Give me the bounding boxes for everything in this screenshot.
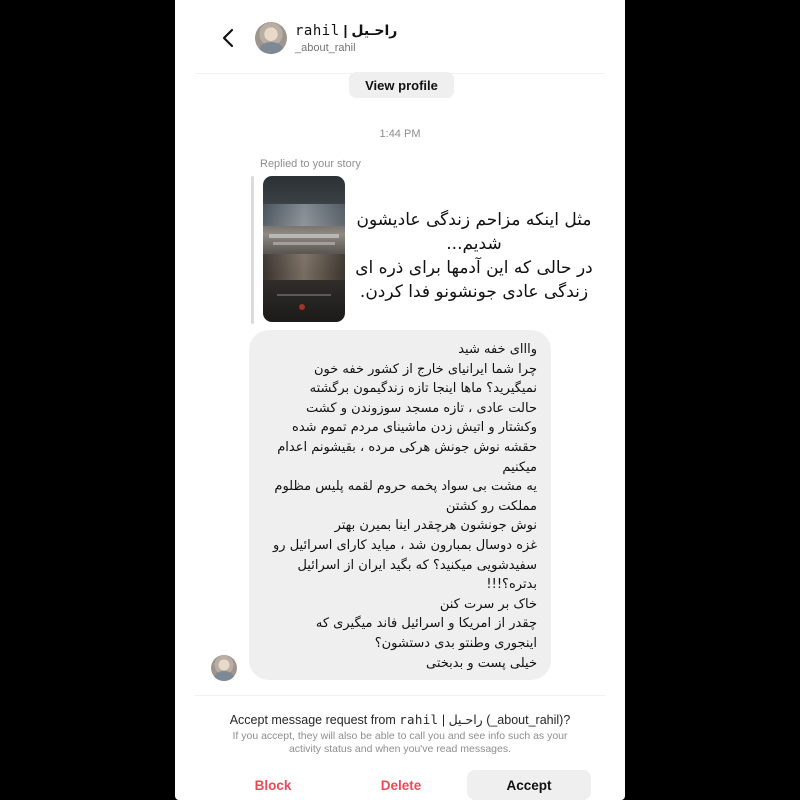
message-line: حالت عادی ، تازه مسجد سوزوندن و کشت [306,400,537,416]
story-caption-line: مثل اینکه مزاحم زندگی عادیشون [356,210,592,230]
request-title-prefix: Accept message request from [229,713,400,727]
message-line: سفیدشویی میکنید؟ که بگید ایران از اسرائیل [297,557,537,573]
message-bubble[interactable] [249,330,551,680]
story-caption [351,208,597,304]
request-title-name-latin: rahil [399,712,439,727]
avatar[interactable] [255,22,287,54]
message-request-title [175,712,625,727]
chevron-left-icon [215,24,243,52]
message-request-info: If you accept, they will also be able to call you and see info such as your activity status and when you've read messages. [232,730,568,755]
message-line: چقدر از امریکا و اسرائیل فاند میگیری که [315,616,537,632]
block-button[interactable]: Block [235,770,311,800]
message-line: اینجوری وطنتو بدی دستشون؟ [374,635,537,651]
footer-divider [195,695,605,696]
message-timestamp: 1:44 PM [379,128,421,140]
message-line: نمیگیرید؟ ماها اینجا تازه زندگیمون برگشته [309,381,537,397]
sender-avatar[interactable] [211,655,237,681]
message-line: مملکت رو کشتن [445,498,537,514]
message-line: میکنیم [502,459,537,475]
replied-to-story-label: Replied to your story [260,158,361,170]
accept-button[interactable]: Accept [467,770,591,800]
message-line: بدتره؟!!! [486,577,537,593]
reply-indicator-bar [251,176,254,324]
request-title-name-rest: | راحـیل (_about_rahil)? [438,713,571,727]
display-name-persian: راحـیل [351,22,398,38]
username: _about_rahil [295,42,356,54]
chat-header [175,0,625,74]
message-line: یه مشت بی سواد پخمه حروم لقمه پلیس مظلوم [274,479,537,495]
message-line: غزه دوسال بمبارون شد ، میاید کارای اسرائیل رو [273,537,537,553]
story-caption-line: در حالی که این آدمها برای ذره ای [355,258,593,278]
message-line: چرا شما ایرانیای خارج از کشور خفه خون [313,361,537,377]
story-caption-line: زندگی عادی جونشونو فدا کردن. [359,282,589,302]
story-caption-line: شدیم... [446,234,502,254]
display-name[interactable] [295,22,397,39]
display-name-latin: rahil [295,23,340,39]
message-line: حقشه نوش جونش هرکی مرده ، بقیشونم اعدام [277,439,537,455]
message-line: خاک بر سرت کنن [439,596,537,612]
message-line: نوش جونشون هرچقدر اینا بمیرن بهتر [334,518,537,534]
message-line: وکشتار و اتیش زدن ماشینای مردم تموم شده [292,420,537,436]
view-profile-button[interactable]: View profile [349,72,454,98]
dm-screen [175,0,625,800]
message-line: خیلی پست و بدبختی [426,655,537,671]
story-thumbnail[interactable] [263,176,345,322]
display-name-separator: | [339,22,352,38]
back-button[interactable] [215,24,243,52]
message-line: وااای خفه شید [458,342,537,357]
delete-button[interactable]: Delete [363,770,439,800]
